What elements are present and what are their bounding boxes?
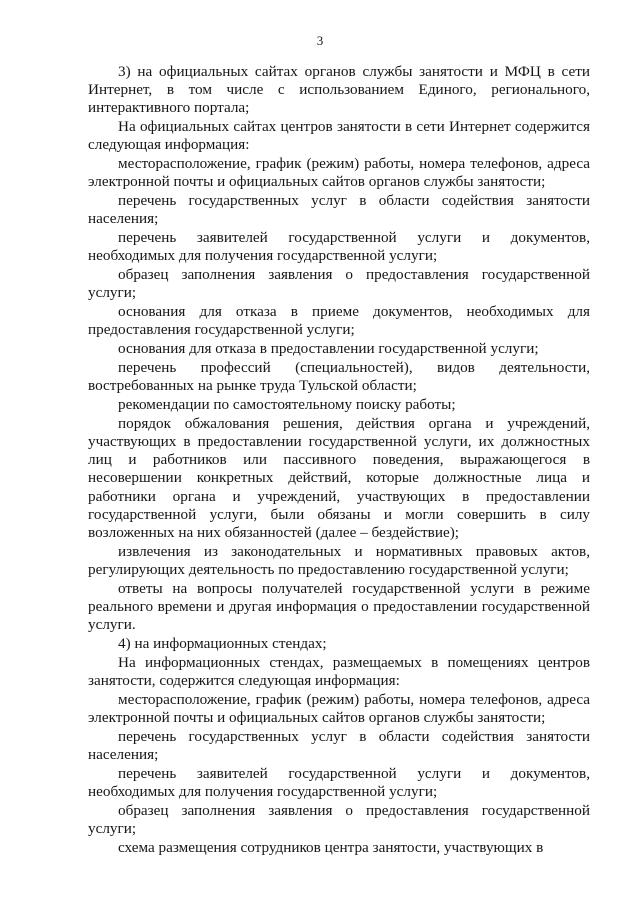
paragraph: перечень государственных услуг в области содействия занятости населения; xyxy=(88,192,590,228)
paragraph: перечень заявителей государственной услуги и документов, необходимых для получения государственной услуги; xyxy=(88,764,590,801)
paragraph: образец заполнения заявления о предоставления государственной услуги; xyxy=(88,801,590,838)
paragraph: схема размещения сотрудников центра занятости, участвующих в xyxy=(118,838,544,856)
paragraph: месторасположение, график (режим) работы, номера телефонов, адреса электронной почты и официальных сайтов органов службы занятости; xyxy=(88,690,590,727)
page-number: 3 xyxy=(316,33,324,48)
paragraph: порядок обжалования решения, действия органа и учреждений, участвующих в предоставлении государственной услуги, их должностных лиц и работников или пассивного поведения, выражающегося в несовершении конкретных действий, которые должностные лица и работники органа и учреждений, участвующих в предоставлении государственной услуги, были обязаны и могли совершить в силу возложенных на них обязанностей (далее – бездействие); xyxy=(88,414,590,542)
paragraph: рекомендации по самостоятельному поиску работы; xyxy=(118,396,456,413)
paragraph: На официальных сайтах центров занятости в сети Интернет содержится следующая информация: xyxy=(88,118,590,154)
paragraph: На информационных стендах, размещаемых в помещениях центров занятости, содержится следующая информация: xyxy=(88,653,590,690)
document-body xyxy=(88,63,590,858)
paragraph: месторасположение, график (режим) работы, номера телефонов, адреса электронной почты и официальных сайтов органов службы занятости; xyxy=(88,155,590,191)
paragraph: 3) на официальных сайтах органов службы занятости и МФЦ в сети Интернет, в том числе с использованием Единого, регионального, интерактивного портала; xyxy=(88,63,590,117)
paragraph: ответы на вопросы получателей государственной услуги в режиме реального времени и другая информация о предоставлении государственной услуги. xyxy=(88,579,590,634)
paragraph: перечень государственных услуг в области содействия занятости населения; xyxy=(88,727,590,764)
paragraph: 4) на информационных стендах; xyxy=(118,635,327,653)
paragraph: перечень заявителей государственной услуги и документов, необходимых для получения государственной услуги; xyxy=(88,229,590,265)
paragraph: извлечения из законодательных и нормативных правовых актов, регулирующих деятельность по предоставлению государственной услуги; xyxy=(88,542,590,579)
paragraph: образец заполнения заявления о предоставления государственной услуги; xyxy=(88,266,590,302)
paragraph: основания для отказа в предоставлении государственной услуги; xyxy=(118,340,539,358)
paragraph: основания для отказа в приеме документов, необходимых для предоставления государственной услуги; xyxy=(88,303,590,339)
paragraph: перечень профессий (специальностей), видов деятельности, востребованных на рынке труда Тульской области; xyxy=(88,359,590,395)
